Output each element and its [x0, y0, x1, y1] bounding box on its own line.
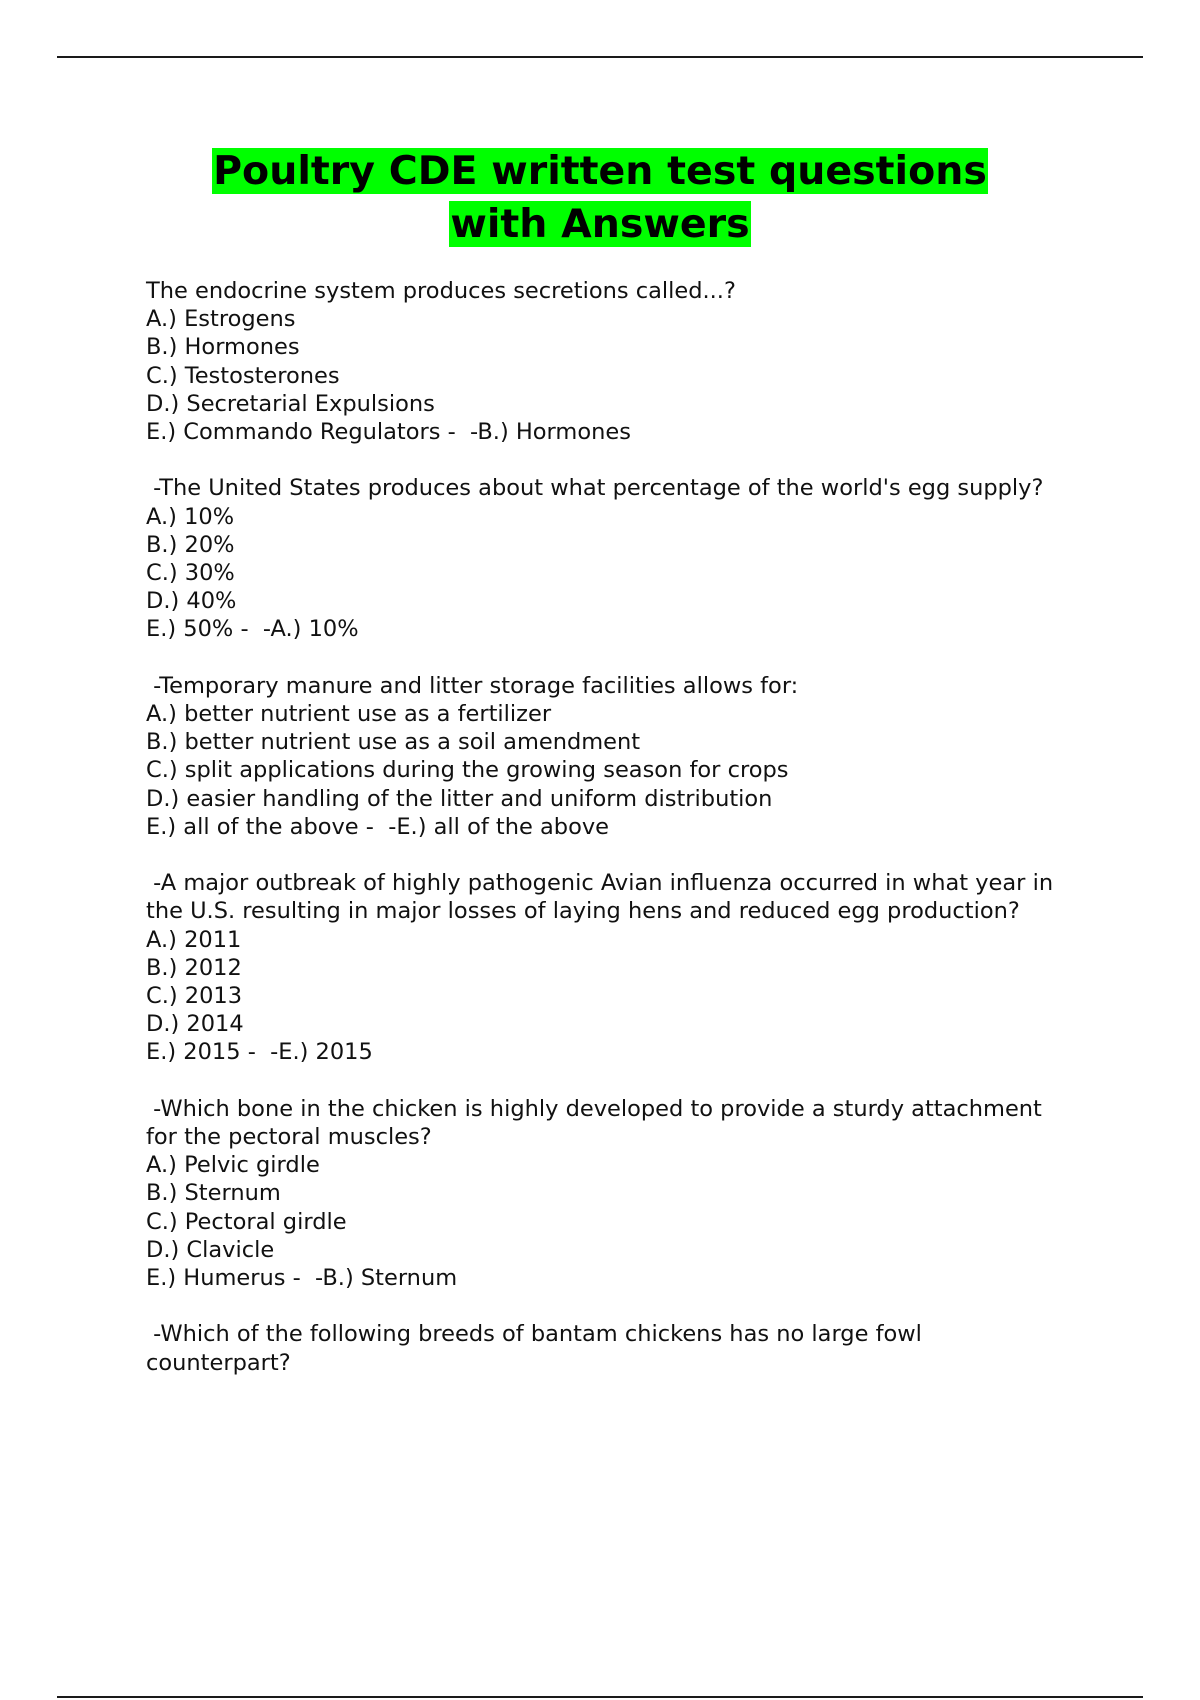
- question-text: The endocrine system produces secretions called...?: [146, 278, 736, 304]
- option-b: B.) Hormones: [146, 334, 300, 361]
- option-d: D.) 40%: [146, 588, 237, 615]
- option-c: C.) 2013: [146, 983, 243, 1010]
- footer-rule: [57, 1696, 1143, 1698]
- question-block-1: [146, 277, 1066, 446]
- option-d: D.) easier handling of the litter and uniform distribution: [146, 785, 773, 812]
- question-text: -Which bone in the chicken is highly developed to provide a sturdy attachment for the pectoral muscles?: [146, 1095, 1050, 1151]
- option-b: B.) 20%: [146, 531, 235, 558]
- question-text: -A major outbreak of highly pathogenic Avian influenza occurred in what year in the U.S. resulting in major losses of laying hens and reduced egg production?: [146, 870, 1061, 925]
- question-block-4: [146, 869, 1066, 1066]
- question-block-3: [146, 672, 1066, 841]
- option-a: A.) Estrogens: [146, 306, 296, 333]
- header-rule: [57, 56, 1143, 58]
- title-line-1: Poultry CDE written test questions: [213, 148, 987, 194]
- document-title: [0, 145, 1200, 251]
- option-e-with-answer: E.) all of the above - -E.) all of the above: [146, 813, 609, 840]
- option-d: D.) Clavicle: [146, 1236, 275, 1263]
- question-block-5: [146, 1095, 1066, 1292]
- option-a: A.) 2011: [146, 926, 242, 953]
- option-a: A.) Pelvic girdle: [146, 1152, 320, 1179]
- option-e-with-answer: E.) Commando Regulators - -B.) Hormones: [146, 419, 631, 446]
- question-block-2: [146, 474, 1066, 643]
- option-d: D.) 2014: [146, 1011, 244, 1038]
- option-d: D.) Secretarial Expulsions: [146, 390, 435, 417]
- option-a: A.) better nutrient use as a fertilizer: [146, 701, 552, 728]
- question-block-6: [146, 1320, 1066, 1376]
- option-b: B.) better nutrient use as a soil amendment: [146, 729, 641, 756]
- question-text: -Temporary manure and litter storage facilities allows for:: [146, 672, 799, 699]
- option-c: C.) 30%: [146, 560, 235, 587]
- option-c: C.) Testosterones: [146, 362, 340, 389]
- question-text: -The United States produces about what percentage of the world's egg supply?: [146, 475, 1044, 502]
- option-e-with-answer: E.) Humerus - -B.) Sternum: [146, 1265, 458, 1292]
- option-e-with-answer: E.) 2015 - -E.) 2015: [146, 1039, 373, 1066]
- option-b: B.) Sternum: [146, 1180, 281, 1207]
- question-text: -Which of the following breeds of bantam chickens has no large fowl counterpart?: [146, 1321, 930, 1376]
- title-line-2: with Answers: [450, 201, 750, 247]
- question-list: [146, 277, 1066, 1405]
- option-a: A.) 10%: [146, 503, 235, 530]
- option-b: B.) 2012: [146, 954, 242, 981]
- option-c: C.) split applications during the growing season for crops: [146, 757, 789, 784]
- option-c: C.) Pectoral girdle: [146, 1208, 347, 1235]
- option-e-with-answer: E.) 50% - -A.) 10%: [146, 616, 359, 643]
